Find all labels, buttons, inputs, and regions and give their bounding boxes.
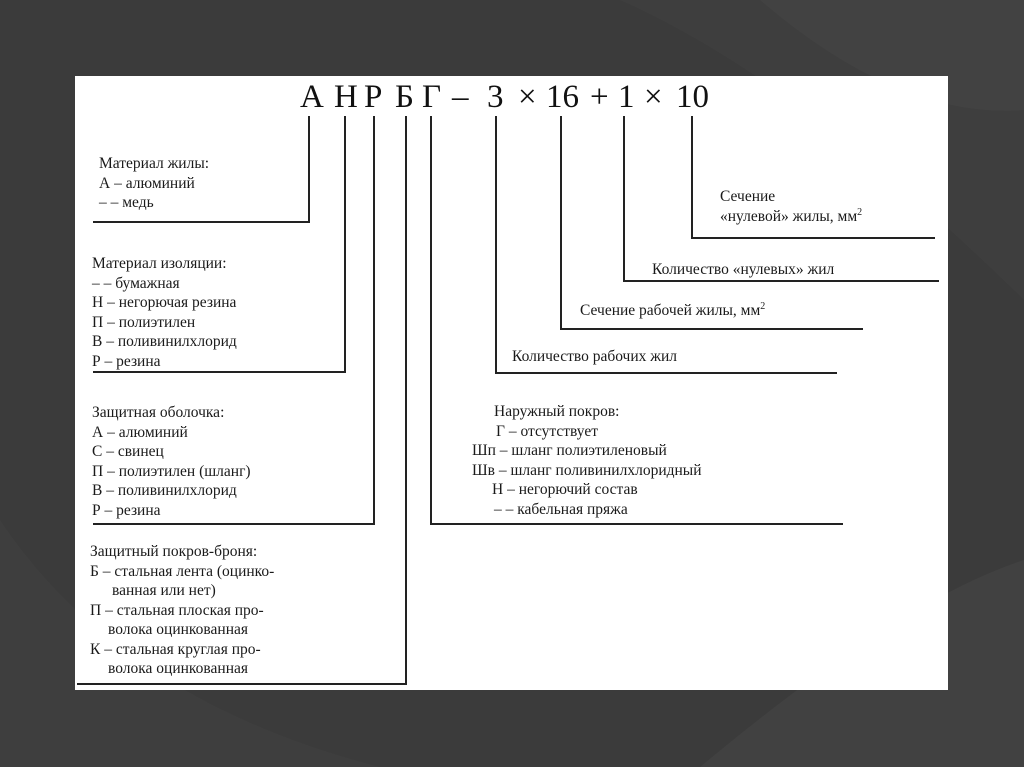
outer-cover-item: – – кабельная пряжа [494,500,628,518]
code-letter-n: Н [334,79,358,115]
working-count-label [512,347,677,367]
sheath-item: А – алюминий [92,423,188,441]
armor-title: Защитный покров-броня: [90,543,258,560]
neutral-count-label [652,260,834,280]
neutral-count-text: Количество «нулевых» жил [652,261,835,278]
neutral-section-sup: 2 [857,206,863,218]
outer-cover-item: Н – негорючий состав [492,481,638,498]
sheath-item: П – полиэтилен (шланг) [92,462,251,480]
neutral-section-line1: Сечение [720,188,776,205]
insulation-item: В – поливинилхлорид [92,333,237,350]
code-plus: + [590,79,609,115]
outer-cover-item: Шп – шланг полиэтиленовый [472,442,667,459]
code-letter-g: Г [422,79,442,115]
cable-code [300,79,740,119]
code-letter-a: А [300,79,324,115]
code-times-2: × [644,79,663,115]
insulation-item: П – полиэтилен [92,313,196,331]
diagram-slide [75,76,948,690]
protective-sheath-block [92,403,251,520]
outer-cover-item: Г – отсутствует [496,422,598,440]
protective-sheath-title: Защитная оболочка: [92,404,225,421]
code-times-1: × [518,79,537,115]
sheath-item: С – свинец [92,443,164,460]
insulation-item: Р – резина [92,352,161,370]
working-count-text: Количество рабочих жил [512,348,678,365]
armor-item: П – стальная плоская про- [90,601,264,619]
code-working-count: 3 [487,79,504,115]
neutral-section-line2 [720,207,862,227]
conductor-item: – – медь [99,194,154,211]
insulation-item: – – бумажная [92,274,180,292]
code-letter-b: Б [395,79,414,115]
neutral-section-text: «нулевой» жилы, мм [720,207,858,225]
armor-item: волока оцинкованная [108,660,249,677]
code-working-section: 16 [546,79,579,115]
outer-cover-title: Наружный покров: [494,403,620,420]
insulation-material-block [92,254,237,371]
working-section-text: Сечение рабочей жилы, мм [580,302,761,319]
conductor-material-block [99,154,209,213]
armor-item: ванная или нет) [112,582,216,599]
code-letter-r: Р [364,79,383,115]
armor-item: волока оцинкованная [108,621,249,638]
armor-item: Б – стальная лента (оцинко- [90,562,275,580]
conductor-material-title: Материал жилы: [99,155,210,172]
insulation-material-title: Материал изоляции: [92,255,227,272]
code-neutral-count: 1 [618,79,635,115]
armor-block [90,542,274,679]
code-dash: – [452,79,469,115]
insulation-item: Н – негорючая резина [92,294,237,311]
sheath-item: Р – резина [92,501,161,519]
outer-cover-block [472,402,702,519]
working-section-sup: 2 [760,300,766,312]
conductor-item: А – алюминий [99,174,195,192]
outer-cover-item: Шв – шланг поливинилхлоридный [472,461,702,479]
sheath-item: В – поливинилхлорид [92,482,237,499]
neutral-section-label [720,187,862,226]
code-neutral-section: 10 [676,79,709,115]
working-section-label [580,301,765,321]
armor-item: К – стальная круглая про- [90,640,261,658]
